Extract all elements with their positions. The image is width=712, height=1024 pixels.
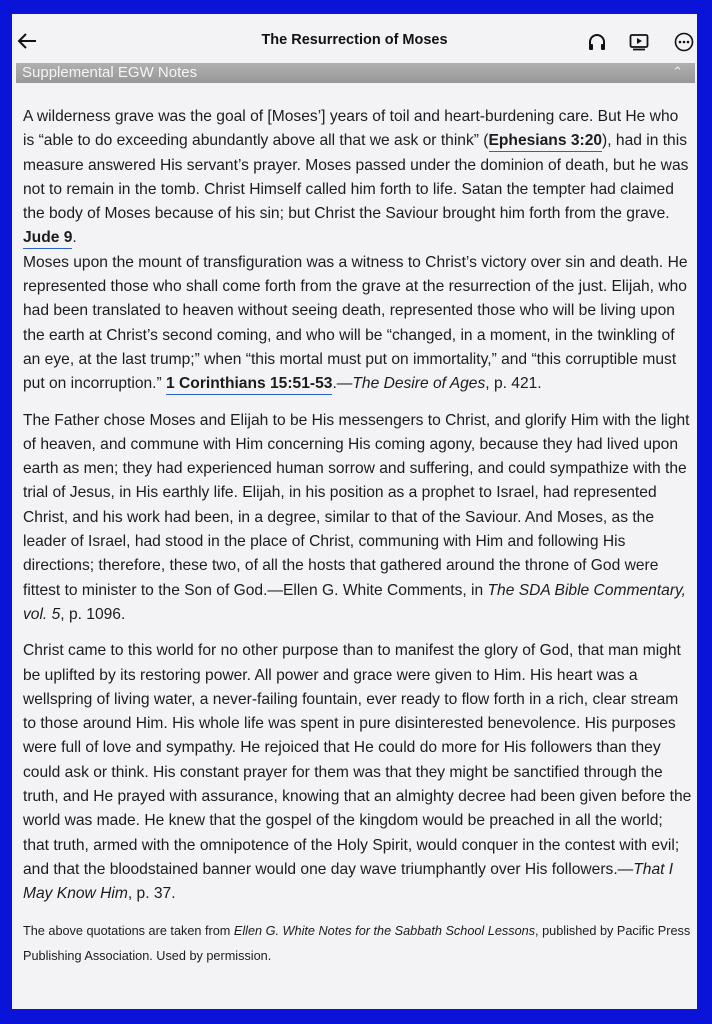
paragraph-text: Christ came to this world for no other purpose than to manifest the glory of God, that man might be uplifted by its restoring power. All power and grace were given to Him. His heart was a wellspring of living water, a never-failing fountain, ever ready to flow forth in a rich, clear stream to those around Him. His whole life was spent in pure disinterested benevolence. His purposes were full of love and sympathy. He rejoiced that He could do more for His followers than they could ask or think. His constant prayer for them was that they might be sanctified through the truth, and He prayed with assurance, knowing that an almighty decree had been given before the world was made. He knew that the gospel of the kingdom would be preached in all the world; that truth, armed with the omnipotence of the Holy Spirit, would conquer in the contest with evil; and that the bloodstained banner would one day wave triumphantly over His followers.— [23, 642, 692, 878]
paragraph-text: , p. 421. [485, 375, 542, 393]
top-bar [12, 14, 697, 64]
citation-title: The SDA Bible Commentary, vol. 5 [23, 581, 686, 623]
chevron-up-icon[interactable]: ⌃ [672, 64, 683, 79]
footer-text: The above quotations are taken from [23, 923, 234, 938]
paragraph-2 [23, 409, 693, 628]
paragraph-1 [23, 105, 693, 397]
section-header[interactable] [16, 63, 695, 83]
app-window [12, 14, 697, 1009]
paragraph-text: .— [332, 375, 353, 393]
paragraph-3 [23, 639, 693, 906]
paragraph-text: , p. 1096. [60, 605, 126, 623]
article-content [23, 105, 693, 981]
more-options-icon[interactable] [674, 32, 694, 52]
paragraph-text: ), had in this measure answered His servant’s prayer. Moses passed under the dominion of death, but he was not to remain in the tomb. Christ Himself called him forth to life. Satan the tempter had claimed the body of Moses because of his sin; but Christ the Saviour brought him forth from the grave. [23, 132, 689, 223]
footer-text: , published by Pacific Press Publishing Association. Used by permission. [23, 923, 691, 963]
paragraph-text: , p. 37. [127, 885, 176, 903]
attribution-note [23, 919, 693, 969]
scripture-link-corinthians[interactable]: 1 Corinthians 15:51-53 [166, 375, 332, 395]
section-label: Supplemental EGW Notes [22, 64, 198, 81]
footer-citation: Ellen G. White Notes for the Sabbath School Lessons [233, 923, 536, 938]
paragraph-text: . [72, 229, 77, 247]
back-arrow-icon[interactable] [16, 30, 38, 52]
citation-title: The Desire of Ages [352, 375, 486, 393]
video-play-icon[interactable] [629, 32, 649, 52]
scripture-link-jude[interactable]: Jude 9 [23, 229, 72, 249]
page-title: The Resurrection of Moses [261, 32, 448, 48]
headphones-icon[interactable] [587, 32, 607, 52]
paragraph-text: Moses upon the mount of transfiguration was a witness to Christ’s victory over sin and death. He represented those who shall come forth from the grave at the resurrection of the just. Elijah, who had been translated to heaven without seeing death, represented those who will be living upon the earth at Christ’s second coming, and who will be “changed, in a moment, in the twinkling of an eye, at the last trump;” when “this mortal must put on immortality,” and “this corruptible must put on incorruption.” [23, 253, 688, 393]
paragraph-text: A wilderness grave was the goal of [Moses’] years of toil and heart-burdening care. But He who is “able to do exceeding abundantly above all that we ask or think” ( [23, 108, 679, 150]
scripture-link-ephesians[interactable]: Ephesians 3:20 [489, 132, 603, 152]
citation-title: That I May Know Him [23, 860, 674, 903]
paragraph-text: The Father chose Moses and Elijah to be His messengers to Christ, and glorify Him with the light of heaven, and commune with Him concerning His coming agony, because they had lived upon earth as men; they had experienced human sorrow and suffering, and could sympathize with the trial of Jesus, in His earthly life. Elijah, in his position as a prophet to Israel, had represented Christ, and his work had been, in a degree, similar to that of the Saviour. And Moses, as the leader of Israel, had stood in the place of Christ, communing with Him and following His directions; therefore, these two, of all the hosts that gathered around the throne of God were fittest to minister to the Son of God.—Ellen G. White Comments, in [23, 411, 690, 599]
